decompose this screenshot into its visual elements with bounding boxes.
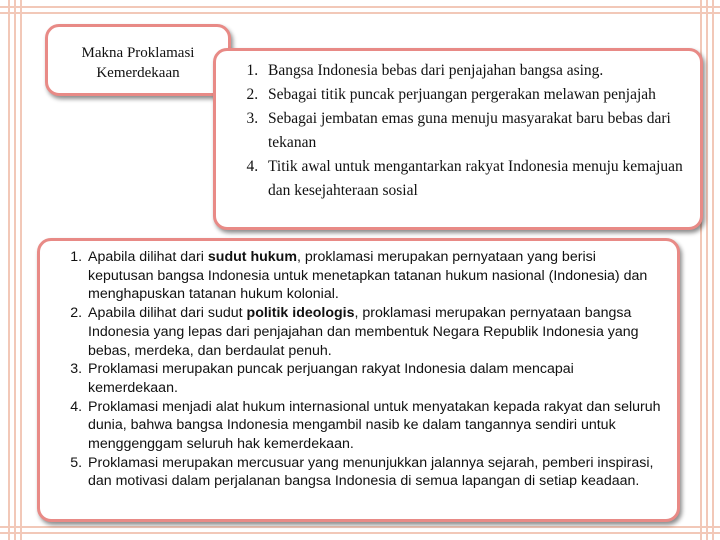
decor-stripe [0, 6, 720, 8]
decor-stripe [0, 532, 720, 534]
title-box [45, 24, 231, 96]
point-item-4: 4. Proklamasi menjadi alat hukum internasional untuk menyatakan kepada rakyat dan seluruh dunia, bahwa bangsa Indonesia mengambil nasib ke dalam tangannya sendiri untuk menggenggam seluruh hak kemerdekaan. [86, 398, 665, 454]
decor-stripe [706, 0, 708, 540]
point-keyword: sudut hukum [207, 249, 297, 265]
meaning-item: 2. Sebagai titik puncak perjuangan pergerakan melawan penjajah [262, 83, 690, 107]
point-item-2 [86, 304, 665, 360]
point-item-1 [86, 248, 665, 304]
point-item-3: 3. Proklamasi merupakan puncak perjuangan rakyat Indonesia dalam mencapai kemerdekaan. [86, 360, 665, 397]
meaning-list-box [213, 48, 703, 230]
point-text: Apabila dilihat dari sudut [88, 305, 247, 322]
point-text: , proklamasi merupakan pernyataan yang berisi keputusan bangsa Indonesia untuk menetapkan tatanan hukum nasional (Indonesia) dan menghapuskan tatanan hukum kolonial. [88, 249, 648, 303]
decor-stripe [712, 0, 714, 540]
point-text: , proklamasi merupakan pernyataan bangsa Indonesia yang lepas dari penjajahan dan membentuk Negara Republik Indonesia yang bebas, merdeka, dan berdaulat penuh. [88, 305, 639, 359]
points-list [48, 248, 665, 491]
point-keyword: politik ideologis [246, 305, 355, 322]
meaning-list [228, 59, 690, 203]
meaning-item: 3. Sebagai jembatan emas guna menuju masyarakat baru bebas dari tekanan [262, 107, 690, 155]
title-line-2: Kemerdekaan [96, 65, 180, 81]
point-item-5: 5. Proklamasi merupakan mercusuar yang menunjukkan jalannya sejarah, pemberi inspirasi, dan motivasi dalam perjalanan bangsa Indonesia di semua lapangan di setiap keadaan. [86, 454, 665, 491]
decor-stripe [8, 0, 10, 540]
point-text: Apabila dilihat dari [88, 249, 208, 265]
meaning-item: 4. Titik awal untuk mengantarkan rakyat Indonesia menuju kemajuan dan kesejahteraan sosial [262, 155, 690, 203]
decor-stripe [0, 12, 720, 14]
meaning-item: 1. Bangsa Indonesia bebas dari penjajahan bangsa asing. [262, 59, 690, 83]
decor-stripe [20, 0, 22, 540]
decor-stripe [14, 0, 16, 540]
points-list-box [37, 238, 680, 522]
title-line-1: Makna Proklamasi [81, 45, 195, 61]
decor-stripe [0, 526, 720, 528]
